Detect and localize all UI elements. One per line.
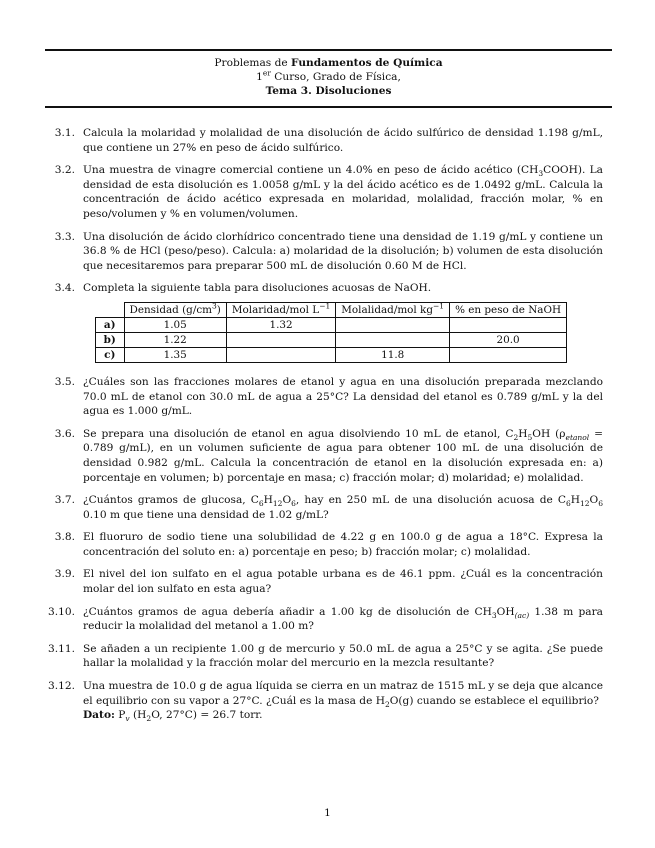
- cell-molarity: [226, 332, 335, 347]
- problem-text: [83, 427, 603, 485]
- problem-3-12: [45, 679, 612, 723]
- subscript: v: [125, 714, 130, 724]
- cell-density: 1.05: [124, 317, 226, 332]
- problem-3-9: [45, 567, 612, 596]
- text-segment: H: [263, 494, 273, 507]
- text-segment: (H: [129, 709, 147, 722]
- problem-number: 3.5.: [54, 375, 75, 388]
- problem-number: 3.8.: [54, 531, 75, 544]
- cell-molality: [336, 332, 450, 347]
- problem-text: [83, 605, 603, 634]
- document-header: [45, 56, 612, 98]
- problem-text: Completa la siguiente tabla para disoluciones acuosas de NaOH.: [83, 282, 432, 295]
- text-segment: ¿Cuántos gramos de glucosa, C: [83, 494, 259, 507]
- cell-percent: [450, 317, 567, 332]
- table-header-row: [96, 302, 567, 317]
- subscript: 12: [272, 499, 283, 509]
- text-segment: OH: [496, 605, 515, 618]
- text-segment: O: [282, 494, 292, 507]
- problem-3-4: [45, 281, 612, 296]
- problem-number: 3.10.: [48, 605, 75, 618]
- subscript: 12: [579, 499, 590, 509]
- text-segment: O(g) cuando se establece el equilibrio?: [389, 694, 599, 707]
- header-text: Molalidad/mol kg: [341, 303, 434, 316]
- row-label: b): [96, 332, 125, 347]
- header-text: Molaridad/mol L: [231, 303, 320, 316]
- problem-3-2: [45, 163, 612, 221]
- problem-number: 3.4.: [54, 282, 75, 295]
- problem-number: 3.12.: [48, 680, 75, 693]
- problem-3-5: [45, 375, 612, 419]
- header-line-2: [45, 70, 612, 84]
- subscript: etanol: [565, 432, 590, 442]
- problem-3-3: [45, 230, 612, 274]
- subscript: (ac): [514, 610, 530, 620]
- cell-molality: 11.8: [336, 347, 450, 362]
- page-number: 1: [324, 807, 331, 819]
- subscript: 2: [384, 699, 390, 709]
- problem-3-8: [45, 530, 612, 559]
- cell-molarity: [226, 347, 335, 362]
- text-segment: H: [570, 494, 580, 507]
- text-segment: H: [518, 427, 528, 440]
- problem-text: Una disolución de ácido clorhídrico concentrado tiene una densidad de 1.19 g/mL y contiene un 36.8 % de HCl (peso/peso). Calcula: a) molaridad de la disolución; b) volumen de esta disolución que necesitaremos para preparar 500 mL de disolución 0.60 M de HCl.: [83, 230, 603, 272]
- problem-3-11: [45, 642, 612, 671]
- corner-cell: [96, 302, 125, 317]
- header-prefix: Problemas de: [214, 57, 291, 69]
- table-row: [96, 332, 567, 347]
- topic-title: Tema 3. Disoluciones: [265, 85, 392, 97]
- cell-molarity: 1.32: [226, 317, 335, 332]
- problem-number: 3.2.: [54, 164, 75, 177]
- subscript: 2: [146, 714, 152, 724]
- subscript: 3: [538, 169, 544, 179]
- course-degree: Curso, Grado de Física,: [270, 71, 401, 83]
- row-label: c): [96, 347, 125, 362]
- cell-density: 1.22: [124, 332, 226, 347]
- superscript: 3: [212, 301, 217, 311]
- subscript: 2: [513, 432, 519, 442]
- superscript: −1: [319, 301, 331, 311]
- table-row: [96, 347, 567, 362]
- top-rule: [45, 49, 612, 51]
- course-title: Fundamentos de Química: [290, 57, 443, 69]
- row-label: a): [96, 317, 125, 332]
- text-segment: , hay en 250 mL de una disolución acuosa de C: [295, 494, 566, 507]
- problem-number: 3.1.: [54, 127, 75, 139]
- course-year: 1: [256, 71, 263, 83]
- header-density: [124, 302, 226, 317]
- text-segment: COOH). La densidad de esta disolución es 1.0058 g/mL y la del ácido acético es de 1.0492 g/mL. Calcula la concentración de ácido acético expresada en molaridad, molalidad, fracción molar, % en peso/volumen y % en volumen/volumen.: [83, 164, 603, 220]
- text-segment: P: [114, 709, 126, 722]
- problem-text: [83, 493, 603, 522]
- subscript: 3: [491, 610, 497, 620]
- header-line-1: [45, 56, 612, 70]
- problem-text: El nivel del ion sulfato en el agua potable urbana es de 46.1 ppm. ¿Cuál es la concentración molar del ion sulfato en esta agua?: [83, 568, 603, 596]
- cell-molality: [336, 317, 450, 332]
- subscript: 6: [598, 499, 603, 509]
- cell-density: 1.35: [124, 347, 226, 362]
- text-segment: Una muestra de 10.0 g de agua líquida se cierra en un matraz de 1515 mL y se deja que alcance el equilibrio con su vapor a 27°C. ¿Cuál es la masa de H: [83, 680, 603, 707]
- problem-number: 3.9.: [54, 568, 75, 581]
- problem-text: Se añaden a un recipiente 1.00 g de mercurio y 50.0 mL de agua a 25°C y se agita. ¿Se puede hallar la molalidad y la fracción molar del mercurio en la mezcla resultante?: [83, 642, 603, 670]
- course-year-suffix: er: [262, 68, 271, 78]
- naoh-table: [95, 302, 567, 363]
- header-percent: % en peso de NaOH: [450, 302, 567, 317]
- cell-percent: 20.0: [450, 332, 567, 347]
- text-segment: 1.38 m para reducir la molalidad del metanol a 1.00 m?: [83, 605, 603, 633]
- problem-text: Calcula la molaridad y molalidad de una disolución de ácido sulfúrico de densidad 1.198 g/mL, que contiene un 27% en peso de ácido sulfúrico.: [83, 127, 603, 154]
- problem-number: 3.3.: [54, 230, 75, 243]
- text-segment: ¿Cuántos gramos de agua debería añadir a 1.00 kg de disolución de CH: [83, 605, 492, 618]
- subscript: 6: [258, 499, 264, 509]
- bottom-rule: [45, 106, 612, 108]
- problem-3-6: [45, 427, 612, 485]
- problem-3-7: [45, 493, 612, 522]
- text-segment: Una muestra de vinagre comercial contiene un 4.0% en peso de ácido acético (CH: [83, 164, 539, 177]
- superscript: −1: [433, 301, 445, 311]
- text-segment: O, 27°C) = 26.7 torr.: [151, 709, 263, 722]
- problem-3-1: [45, 126, 612, 155]
- naoh-table-wrapper: [95, 302, 612, 363]
- table-row: [96, 317, 567, 332]
- problem-number: 3.6.: [54, 427, 75, 440]
- text-segment: = 0.789 g/mL), en un volumen suficiente de agua para obtener 100 mL de una disolución de densidad 0.982 g/mL. Calcula la concentración de etanol en la disolución expresada en: a) porcentaje en volumen; b) porcentaje en masa; c) fracción molar; d) molaridad; e) molalidad.: [83, 427, 603, 484]
- problem-text: ¿Cuáles son las fracciones molares de etanol y agua en una disolución preparada mezclando 70.0 mL de etanol con 30.0 mL de agua a 25°C? La densidad del etanol es 0.789 g/mL y la del agua es 1.000 g/mL.: [83, 375, 603, 418]
- problem-list: [45, 126, 612, 731]
- problem-text: [83, 679, 603, 723]
- problem-text: [83, 163, 603, 221]
- text-segment: 0.10 m que tiene una densidad de 1.02 g/mL?: [83, 508, 329, 521]
- subscript: 5: [527, 432, 533, 442]
- problem-text: El fluoruro de sodio tiene una solubilidad de 4.22 g en 100.0 g de agua a 18°C. Expresa la concentración del soluto en: a) porcentaje en peso; b) fracción molar; c) molalidad.: [83, 531, 603, 558]
- text-segment: Se prepara una disolución de etanol en agua disolviendo 10 mL de etanol, C: [83, 427, 514, 440]
- problem-number: 3.7.: [54, 494, 75, 507]
- problem-number: 3.11.: [48, 642, 75, 655]
- subscript: 6: [565, 499, 571, 509]
- problem-3-10: [45, 605, 612, 634]
- header-molarity: [226, 302, 335, 317]
- text-segment: O: [589, 494, 599, 507]
- header-text: ): [216, 303, 221, 316]
- cell-percent: [450, 347, 567, 362]
- header-text: Densidad (g/cm: [129, 303, 213, 316]
- header-molality: [336, 302, 450, 317]
- subscript: 6: [291, 499, 296, 509]
- data-label: Dato:: [83, 709, 115, 722]
- text-segment: OH (ρ: [532, 427, 566, 440]
